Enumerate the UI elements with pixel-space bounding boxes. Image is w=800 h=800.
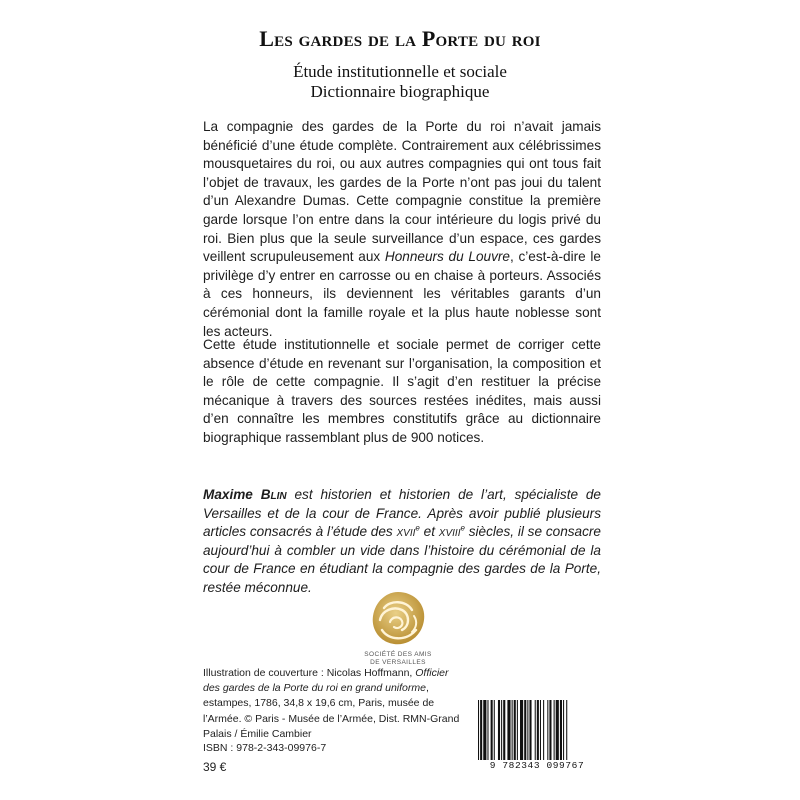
barcode-bar — [540, 700, 541, 768]
barcode-bar — [487, 700, 488, 768]
barcode-bar — [514, 700, 516, 768]
honneurs-du-louvre-italic: Honneurs du Louvre — [384, 249, 510, 265]
barcode-bar — [563, 700, 564, 768]
barcode-bar — [537, 700, 539, 768]
barcode-number: 9 782343 099767 — [472, 760, 602, 771]
barcode-bar — [556, 700, 559, 768]
barcode-bar — [529, 700, 531, 768]
barcode-bar — [520, 700, 523, 768]
barcode-bar — [524, 700, 526, 768]
barcode — [472, 700, 602, 768]
summary-paragraph-1 — [203, 118, 601, 341]
bio-text-1: est historien et historien de l’art, spécialiste de Versailles et de la cour de France. Après avoir publié plusieurs articles consacrés à l’étude des — [203, 487, 601, 540]
barcode-bar — [543, 700, 544, 768]
author-name: Maxime Blin — [203, 487, 287, 502]
barcode-bar — [517, 700, 518, 768]
barcode-bar — [480, 700, 482, 768]
barcode-bar — [478, 700, 479, 768]
barcode-bar — [560, 700, 562, 768]
book-title: Les gardes de la Porte du roi — [259, 26, 541, 51]
logo-caption-line-1: SOCIÉTÉ DES AMIS — [364, 651, 432, 658]
bio-text-2: siècles, il se consacre aujourd’hui à combler un vide dans l’histoire du cérémonial de la cour de France en étudiant la compagnie des gardes de la Porte, restée méconnue. — [203, 524, 601, 595]
barcode-bar — [503, 700, 505, 768]
barcode-bar — [549, 700, 551, 768]
summary-paragraph-2: Cette étude institutionnelle et sociale permet de corriger cette absence d’étude en revenant sur l’organisation, la composition et le rôle de cette compagnie. Il s’agit d’en restituer la précise mécanique à travers des sources restées inédites, mais aussi d’en connaître les membres constitutifs grâce au dictionnaire biographique rassemblant plus de 900 notices. — [203, 337, 601, 445]
barcode-bar — [566, 700, 567, 768]
barcode-bar — [527, 700, 528, 768]
subtitle-line-2: Dictionnaire biographique — [310, 82, 490, 101]
author-bio: Maxime Blin est historien et historien de l’art, spécialiste de Versailles et de la cour de France. Après avoir publié plusieurs articles consacrés à l’étude des xvii$^e$ et xviii$^e$ siècles, il se consacre aujourd’hui à combler un vide dans l’histoire du cérémonial de la cour de France en étudiant la compagnie des gardes de la Porte, restée méconnue. — [203, 487, 601, 595]
barcode-bar — [554, 700, 555, 768]
century-18: xviii — [438, 524, 461, 540]
barcode-bar — [491, 700, 493, 768]
century-17: xvii — [396, 524, 416, 540]
barcode-bar — [512, 700, 513, 768]
price: 39 € — [203, 760, 227, 774]
cover-credits: Illustration de couverture : Nicolas Hoffmann, Officier des gardes de la Porte du roi en grand uniforme, estampes, 1786, 34,8 x 19,6 cm, Paris, musée de l’Armée. © Paris - Musée de l’Armée, Dist. RMN-Grand Palais / Émilie Cambier — [203, 667, 460, 740]
barcode-bar — [535, 700, 536, 768]
barcode-bar — [507, 700, 510, 768]
barcode-bar — [498, 700, 500, 768]
subtitle-line-1: Étude institutionnelle et sociale — [293, 62, 507, 81]
isbn: ISBN : 978-2-343-09976-7 — [203, 742, 327, 754]
rose-icon — [366, 588, 430, 650]
summary-text-end: , c’est-à-dire le privilège d’y entrer en carrosse ou en chaise à porteurs. Associés à ces honneurs, ils deviennent les véritables garants d’un cérémonial dont la famille royale et la plus haute noblesse sont les acteurs. — [203, 249, 601, 339]
barcode-bar — [494, 700, 495, 768]
barcode-bar — [547, 700, 548, 768]
summary-text-start: La compagnie des gardes de la Porte du roi n’avait jamais bénéficié d’une étude complète. Contrairement aux célébrissimes mousquetaires du roi, ou aux autres compagnies qui ont tous fait l’objet de travaux, les gardes de la Porte n’ont pas joui du talent d’un Alexandre Dumas. Cette compagnie constitue la première garde lorsque l’on entre dans la cour intérieure du logis privé du roi. Bien plus que la seule surveillance d’un espace, ces gardes veillent scrupuleusement aux — [203, 119, 601, 265]
barcode-bar — [483, 700, 486, 768]
logo-caption-line-2: DE VERSAILLES — [370, 659, 426, 666]
barcode-bar — [501, 700, 502, 768]
cover-artwork-title: Officier des gardes de la Porte du roi en grand uniforme — [203, 667, 449, 695]
